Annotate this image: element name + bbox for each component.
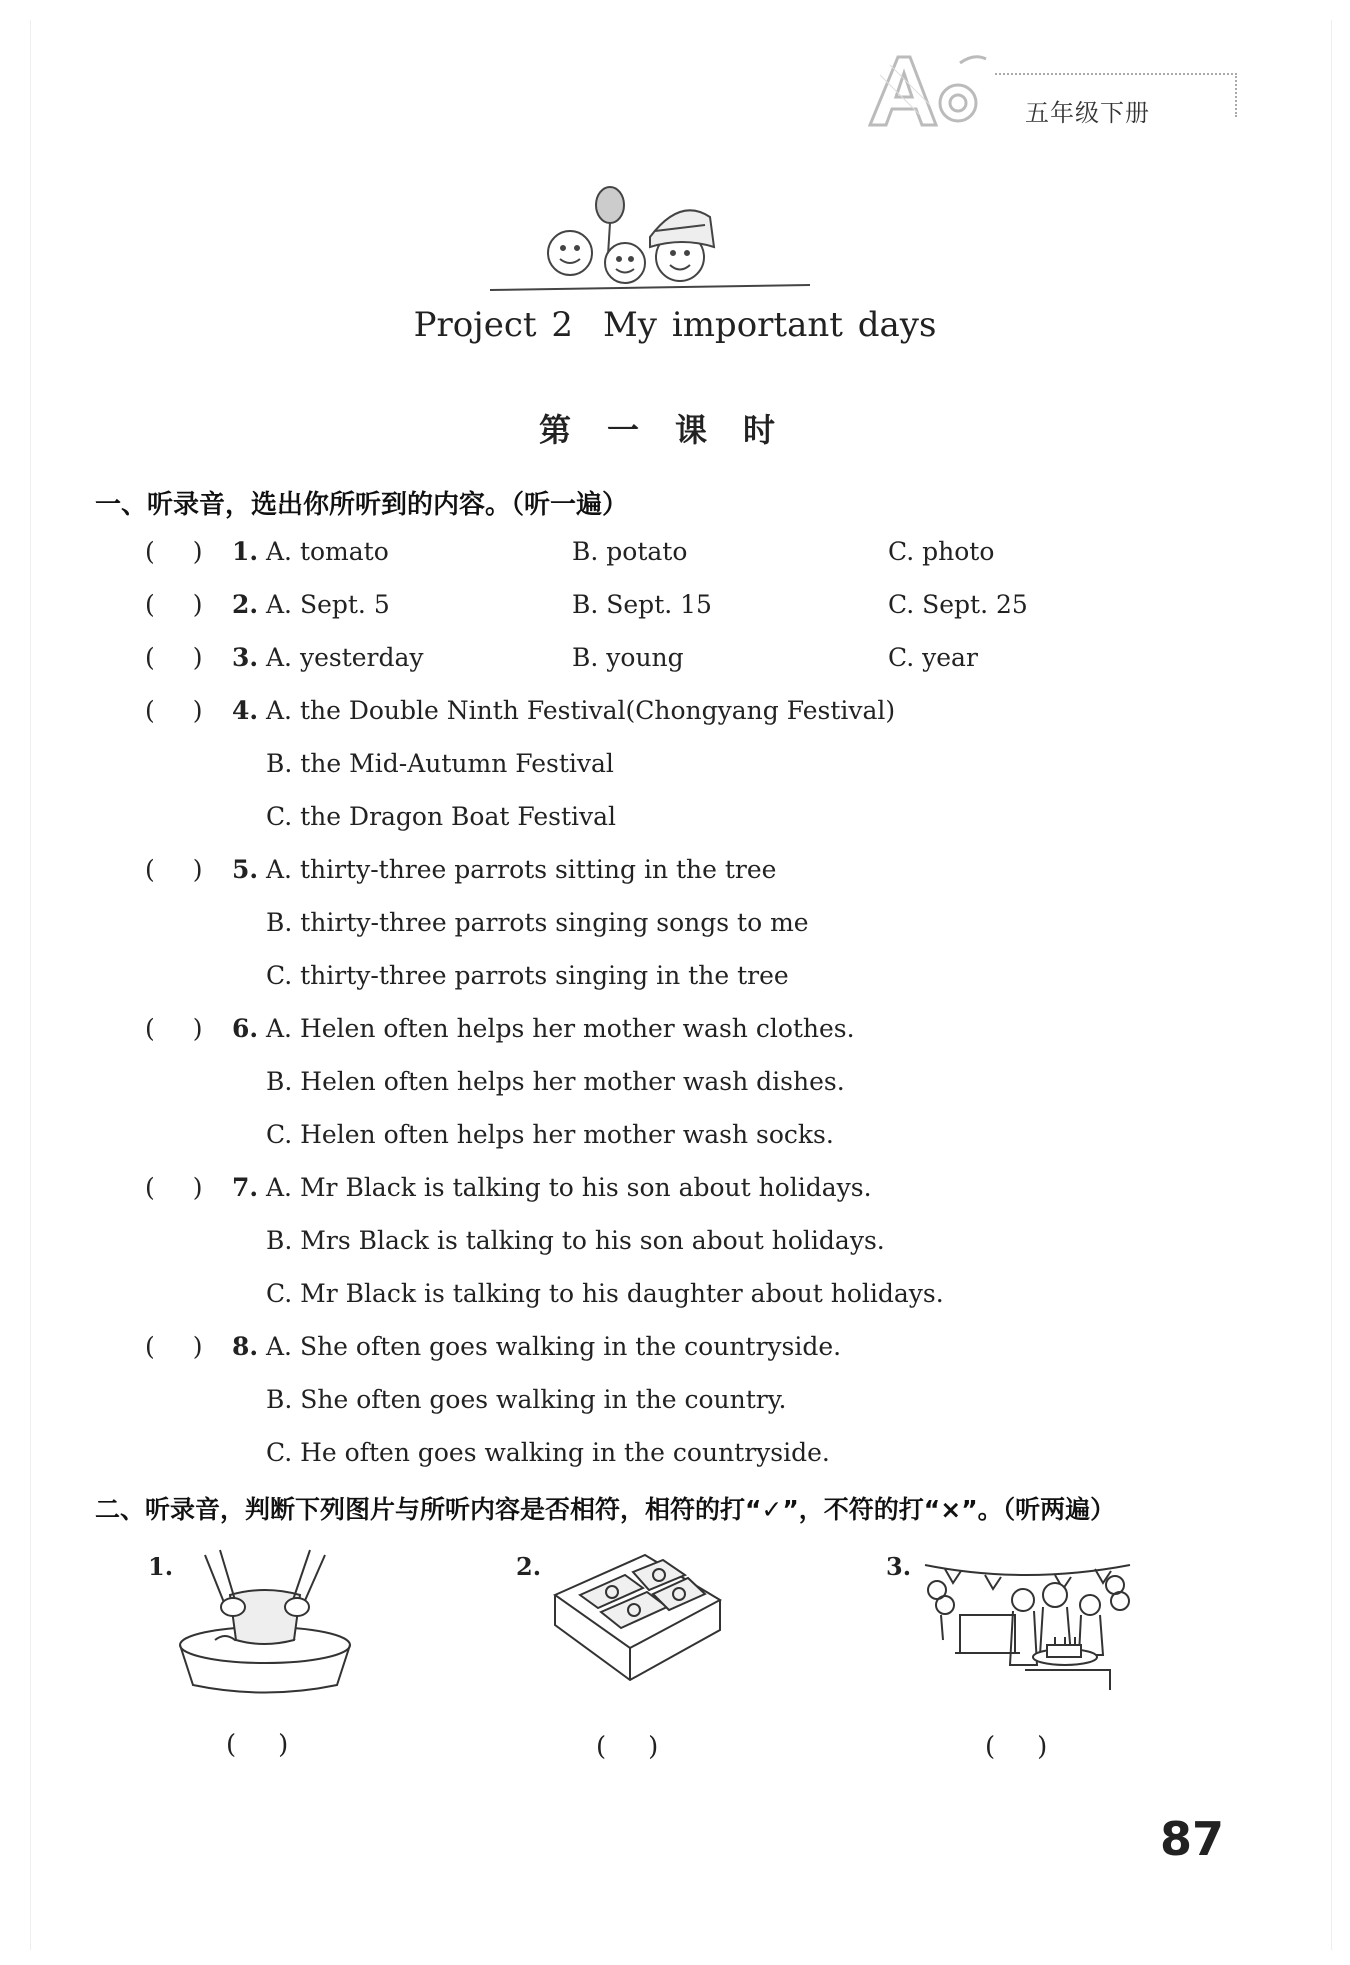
option-c: C. Mr Black is talking to his daughter about holidays. [266, 1279, 944, 1308]
option-b: B. Mrs Black is talking to his son about holidays. [266, 1226, 885, 1255]
answer-blank[interactable]: ( ) [145, 537, 203, 566]
answer-blank[interactable]: ( ) [145, 643, 203, 672]
option-a: A. Sept. 5 [266, 590, 390, 619]
section1-heading: 一、听录音，选出你所听到的内容。（听一遍） [95, 490, 629, 520]
question-number: 3. [232, 643, 259, 672]
section2-heading: 二、听录音，判断下列图片与所听内容是否相符，相符的打“✓”，不符的打“×”。（听两遍） [95, 1495, 1116, 1524]
option-b: B. young [572, 643, 684, 672]
question-number: 8. [232, 1332, 259, 1361]
a-plus-logo-icon [860, 45, 1000, 135]
answer-blank[interactable]: ( ) [145, 696, 203, 725]
option-a: A. yesterday [266, 643, 424, 672]
option-b: B. the Mid-Autumn Festival [266, 749, 614, 778]
kids-with-balloon-icon [490, 185, 810, 300]
option-a: A. the Double Ninth Festival(Chongyang Festival) [266, 696, 896, 725]
option-b: B. potato [572, 537, 688, 566]
answer-blank[interactable]: ( ) [145, 1014, 203, 1043]
answer-blank[interactable]: ( ) [145, 590, 203, 619]
answer-blank[interactable]: ( ) [145, 1332, 203, 1361]
question-number: 2. [232, 590, 259, 619]
option-c: C. He often goes walking in the countryside. [266, 1438, 830, 1467]
birthday-party-icon [915, 1545, 1140, 1695]
project-name: My important days [602, 305, 937, 345]
option-c: C. thirty-three parrots singing in the tree [266, 961, 789, 990]
option-a: A. Mr Black is talking to his son about holidays. [266, 1173, 872, 1202]
picture-number: 1. [148, 1552, 174, 1581]
option-c: C. Sept. 25 [888, 590, 1028, 619]
grade-label: 五年级下册 [1025, 99, 1150, 127]
option-c: C. year [888, 643, 978, 672]
washing-clothes-icon [175, 1545, 355, 1695]
option-a: A. Helen often helps her mother wash clothes. [266, 1014, 855, 1043]
option-b: B. Sept. 15 [572, 590, 712, 619]
option-a: A. tomato [266, 537, 389, 566]
page-number: 87 [1160, 1812, 1225, 1866]
option-b: B. Helen often helps her mother wash dishes. [266, 1067, 845, 1096]
option-b: B. thirty-three parrots singing songs to me [266, 908, 809, 937]
picture-number: 3. [886, 1552, 912, 1581]
question-number: 7. [232, 1173, 259, 1202]
picture-number: 2. [516, 1552, 542, 1581]
page-title [0, 305, 1350, 345]
option-c: C. Helen often helps her mother wash socks. [266, 1120, 834, 1149]
option-a: A. She often goes walking in the countryside. [266, 1332, 842, 1361]
answer-blank[interactable]: ( ) [145, 855, 203, 884]
page-header [860, 45, 1240, 135]
question-number: 1. [232, 537, 259, 566]
question-number: 6. [232, 1014, 259, 1043]
answer-blank[interactable]: ( ) [145, 1173, 203, 1202]
question-number: 4. [232, 696, 259, 725]
picture-3-answer-blank[interactable]: ( ) [985, 1732, 1048, 1762]
option-b: B. She often goes walking in the country. [266, 1385, 787, 1414]
option-c: C. photo [888, 537, 995, 566]
question-number: 5. [232, 855, 259, 884]
lesson-heading: 第一课时 [538, 411, 811, 449]
option-c: C. the Dragon Boat Festival [266, 802, 617, 831]
picture-1-answer-blank[interactable]: ( ) [226, 1730, 289, 1760]
option-a: A. thirty-three parrots sitting in the tree [266, 855, 777, 884]
mooncakes-box-icon [545, 1550, 725, 1700]
project-number: Project 2 [413, 305, 573, 345]
picture-2-answer-blank[interactable]: ( ) [596, 1732, 659, 1762]
